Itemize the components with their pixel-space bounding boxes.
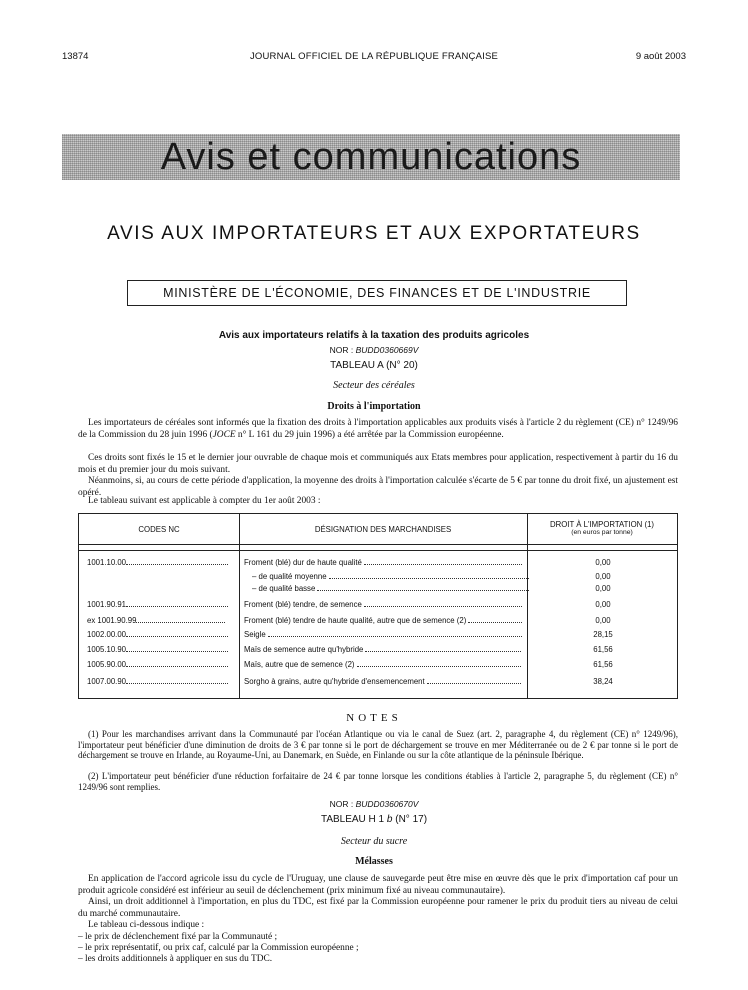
journal-title: JOURNAL OFFICIEL DE LA RÉPUBLIQUE FRANÇAISE xyxy=(249,51,499,62)
nor-code: BUDD0360670V xyxy=(355,799,419,809)
paragraph xyxy=(78,920,678,932)
ministry-box xyxy=(127,280,627,306)
table-cell-value: 0,00 xyxy=(595,584,611,593)
sector-title: Secteur du sucre xyxy=(340,836,408,847)
header-droit xyxy=(527,520,677,536)
nor-code: BUDD0360669V xyxy=(355,345,419,355)
header-droit-line2: (en euros par tonne) xyxy=(571,529,633,536)
designation-text: Froment (blé) tendre de haute qualité, autre que de semence (2) xyxy=(244,616,467,625)
subsection-title: Mélasses xyxy=(355,856,393,867)
table-cell-value: 28,15 xyxy=(593,630,613,639)
ministry-name: MINISTÈRE DE L'ÉCONOMIE, DES FINANCES ET DE L'INDUSTRIE xyxy=(163,286,591,300)
section-title: AVIS AUX IMPORTATEURS ET AUX EXPORTATEURS xyxy=(107,223,641,244)
designation-text: Maïs de semence autre qu'hybride xyxy=(244,645,364,654)
table-cell-designation xyxy=(244,600,522,609)
table-cell-value: 0,00 xyxy=(595,600,611,609)
leader-dots xyxy=(126,564,228,565)
table-header-divider xyxy=(79,544,677,545)
paragraph-text: Ainsi, un droit additionnel à l'importation, en plus du TDC, est fixé par la Commission européenne pour ramener le prix du produit tiers au niveau de celui du marché communautaire. xyxy=(78,897,678,919)
leader-dots xyxy=(365,651,522,652)
paragraph xyxy=(78,874,678,897)
designation-text: Maïs, autre que de semence (2) xyxy=(244,660,355,669)
note-2 xyxy=(78,771,678,792)
table-divider xyxy=(239,514,240,698)
leader-dots xyxy=(364,606,522,607)
designation-text: – de qualité basse xyxy=(252,584,316,593)
table-cell-value: 0,00 xyxy=(595,558,611,567)
header-designation: DÉSIGNATION DES MARCHANDISES xyxy=(314,525,452,534)
leader-dots xyxy=(468,622,522,623)
leader-dots xyxy=(126,606,228,607)
paragraph-text: Ces droits sont fixés le 15 et le dernier jour ouvrable de chaque mois et communiqués aux Etats membres pour application, respectivement à partir du 16 du mois et du premier jour du mois suivant. xyxy=(78,453,678,475)
tableau-title: TABLEAU A (N° 20) xyxy=(330,360,418,371)
designation-text: Froment (blé) dur de haute qualité xyxy=(244,558,362,567)
table-cell-designation xyxy=(252,584,530,593)
designation-text: Seigle xyxy=(244,630,266,639)
leader-dots xyxy=(364,564,522,565)
note-text: (2) L'importateur peut bénéficier d'une réduction forfaitaire de 24 € par tonne lorsque les conditions établies à l'article 2, paragraphe 5, du règlement (CE) n° 1249/96 sont remplies. xyxy=(78,771,678,792)
leader-dots xyxy=(126,683,228,684)
table-cell-value: 0,00 xyxy=(595,616,611,625)
paragraph xyxy=(78,453,678,476)
joce-reference: JOCE xyxy=(212,429,236,440)
banner-text: Avis et communications xyxy=(160,135,582,178)
table-cell-code: 1001.90.91 xyxy=(87,600,235,609)
designation-text: – de qualité moyenne xyxy=(252,572,327,581)
table-divider xyxy=(527,514,528,698)
section-banner xyxy=(62,134,680,180)
table-cell-value: 38,24 xyxy=(593,677,613,686)
notice-title: Avis aux importateurs relatifs à la taxation des produits agricoles xyxy=(218,330,530,341)
paragraph-text: Le tableau suivant est applicable à compter du 1er août 2003 : xyxy=(88,496,321,506)
table-cell-designation xyxy=(244,645,522,654)
leader-dots xyxy=(126,651,228,652)
tableau-prefix: TABLEAU H 1 xyxy=(320,814,387,825)
table-header-divider xyxy=(79,550,677,551)
sector-title: Secteur des céréales xyxy=(333,380,415,391)
leader-dots xyxy=(329,578,530,579)
paragraph xyxy=(78,897,678,920)
issue-date: 9 août 2003 xyxy=(635,51,686,62)
list-item: – le prix représentatif, ou prix caf, calculé par la Commission européenne ; xyxy=(78,943,359,953)
leader-dots xyxy=(126,666,228,667)
header-droit-line1: DROIT À L'IMPORTATION (1) xyxy=(549,520,654,529)
paragraph-text: n° L 161 du 29 juin 1996) a été arrêtée par la Commission européenne. xyxy=(235,429,504,440)
nor-reference xyxy=(0,799,748,809)
table-cell-code: ex 1001.90.99 xyxy=(87,616,235,625)
note-1 xyxy=(78,729,678,761)
notes-title: NOTES xyxy=(346,712,402,724)
paragraph-text: Le tableau ci-dessous indique : xyxy=(88,920,205,930)
list-item: – les droits additionnels à appliquer en sus du TDC. xyxy=(78,954,273,964)
table-cell-designation xyxy=(244,677,522,686)
list-item: – le prix de déclenchement fixé par la Communauté ; xyxy=(78,932,278,942)
leader-dots xyxy=(126,636,228,637)
leader-dots xyxy=(427,683,522,684)
nor-label: NOR : xyxy=(329,345,356,355)
leader-dots xyxy=(268,636,522,637)
import-duties-table xyxy=(78,513,678,699)
table-cell-value: 0,00 xyxy=(595,572,611,581)
table-cell-designation xyxy=(244,558,522,567)
table-cell-code: 1005.90.00 xyxy=(87,660,235,669)
tableau-suffix: (N° 17) xyxy=(392,814,428,825)
note-text: (1) Pour les marchandises arrivant dans la Communauté par l'océan Atlantique ou via le canal de Suez (art. 2, paragraphe 4, du règlement (CE) n° 1249/96), l'importateur peut bénéficier d'une diminution de droits de 3 € par tonne si le port de déchargement se trouve en mer Méditerranée ou de 2 € par tonne si le port de déchargement se trouve en Irlande, au Royaume-Uni, au Danemark, en Suède, en Finlande ou sur la côte atlantique de la péninsule Ibérique. xyxy=(78,729,678,760)
table-cell-value: 61,56 xyxy=(593,645,613,654)
paragraph-text: Néanmoins, si, au cours de cette période d'application, la moyenne des droits à l'importation calculée s'écarte de 5 € par tonne du droit fixé, un ajustement est opéré. xyxy=(78,476,678,498)
table-cell-code: 1005.10.90 xyxy=(87,645,235,654)
table-cell-code: 1001.10.00 xyxy=(87,558,235,567)
subsection-title: Droits à l'importation xyxy=(327,401,421,412)
leader-dots xyxy=(357,666,522,667)
page-number: 13874 xyxy=(62,51,89,62)
designation-text: Sorgho à grains, autre qu'hybride d'ensemencement xyxy=(244,677,425,686)
table-cell-designation xyxy=(244,616,522,625)
table-cell-value: 61,56 xyxy=(593,660,613,669)
table-cell-code: 1002.00.00 xyxy=(87,630,235,639)
nor-label: NOR : xyxy=(329,799,356,809)
table-cell-designation xyxy=(244,660,522,669)
table-cell-designation xyxy=(244,630,522,639)
paragraph-text: En application de l'accord agricole issu du cycle de l'Uruguay, une clause de sauvegarde peut être mise en œuvre dès que le prix d'importation caf pour un produit agricole considéré est inférieur au seuil de déclenchement (prix minimum fixé au niveau communautaire). xyxy=(78,874,678,896)
header-codes: CODES NC xyxy=(138,525,180,534)
designation-text: Froment (blé) tendre, de semence xyxy=(244,600,362,609)
tableau-title xyxy=(0,814,748,825)
leader-dots xyxy=(317,590,530,591)
leader-dots xyxy=(136,622,224,623)
paragraph xyxy=(78,496,678,508)
paragraph xyxy=(78,418,678,441)
table-cell-code: 1007.00.90 xyxy=(87,677,235,686)
tableau-letter: b xyxy=(386,814,393,825)
paragraph-text: Les importateurs de céréales sont informés que la fixation des droits à l'importation applicables aux produits visés à l'article 2 du règlement (CE) n° 1249/96 de la Commission du 28 juin 1996 ( xyxy=(78,418,678,440)
table-cell-designation xyxy=(252,572,530,581)
nor-reference xyxy=(0,345,748,355)
